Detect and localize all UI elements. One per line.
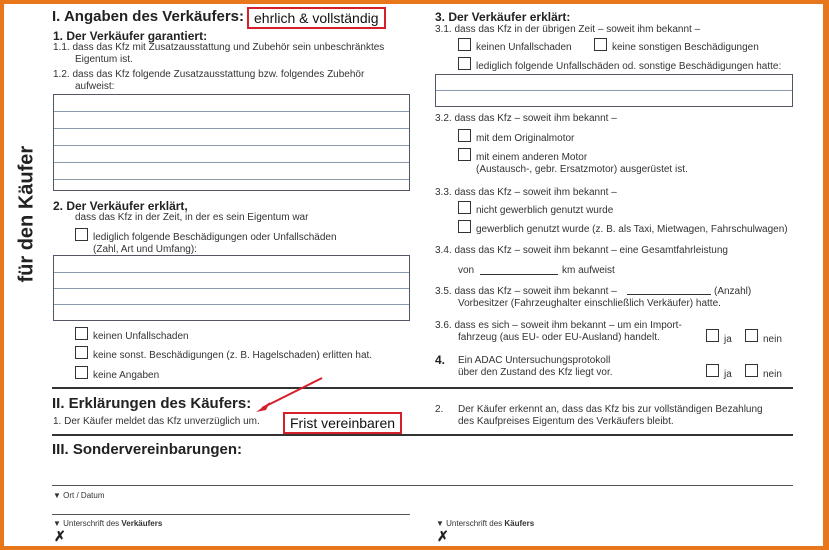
place-date-label: ▼ Ort / Datum xyxy=(53,491,105,500)
buyer-clause-2-number: 2. xyxy=(435,404,444,415)
not-commercial-checkbox[interactable] xyxy=(458,201,471,214)
s31-no-accident-checkbox[interactable] xyxy=(458,38,471,51)
clause-1-2: 1.2. dass das Kfz folgende Zusatzausstattung bzw. folgendes Zubehör xyxy=(53,69,365,80)
clause-1-2-cont: aufweist: xyxy=(75,81,115,92)
damage-listed-sublabel: (Zahl, Art und Umfang): xyxy=(93,244,197,255)
owners-count-field[interactable] xyxy=(627,294,711,295)
import-yes-label: ja xyxy=(724,334,732,345)
clause-3-1: 3.1. dass das Kfz in der übrigen Zeit – soweit ihm bekannt – xyxy=(435,24,701,35)
original-engine-checkbox[interactable] xyxy=(458,129,471,142)
buyer-clause-2: Der Käufer erkennt an, dass das Kfz bis zur vollständigen Bezahlung xyxy=(458,404,763,415)
seller-x-mark: ✗ xyxy=(54,528,66,544)
buyer-x-mark: ✗ xyxy=(437,528,449,544)
clause-2-text: dass das Kfz in der Zeit, in der es sein Eigentum war xyxy=(75,212,309,223)
side-title: für den Käufer xyxy=(15,145,38,283)
clause-4: Ein ADAC Untersuchungsprotokoll xyxy=(458,355,611,366)
other-engine-sublabel: (Austausch-, gebr. Ersatzmotor) ausgerüstet ist. xyxy=(476,164,688,175)
buyer-signature-label: ▼ Unterschrift des Käufers xyxy=(436,519,535,528)
s31-no-damage-checkbox[interactable] xyxy=(594,38,607,51)
buyer-clause-2-cont: des Kaufpreises Eigentum des Verkäufers bleibt. xyxy=(458,416,674,427)
commercial-label: gewerblich genutzt wurde (z. B. als Taxi, Mietwagen, Fahrschulwagen) xyxy=(476,224,788,235)
annotation-label-honest: ehrlich & vollständig xyxy=(247,7,386,29)
no-accident-checkbox[interactable] xyxy=(75,327,88,340)
clause-3-2: 3.2. dass das Kfz – soweit ihm bekannt – xyxy=(435,113,617,124)
section-3-title: 3. Der Verkäufer erklärt: xyxy=(435,10,571,24)
no-info-checkbox[interactable] xyxy=(75,366,88,379)
s31-damage-input-box[interactable] xyxy=(435,74,793,107)
contract-page xyxy=(4,4,823,546)
s31-listed-label: lediglich folgende Unfallschäden od. sonstige Beschädigungen hatte: xyxy=(476,61,782,72)
import-no-label: nein xyxy=(763,334,782,345)
buyer-signature-bold: Käufers xyxy=(504,519,535,528)
clause-3-5: 3.5. dass das Kfz – soweit ihm bekannt – xyxy=(435,286,617,297)
clause-3-6-cont: fahrzeug (aus EU- oder EU-Ausland) handelt. xyxy=(458,332,660,343)
section-divider xyxy=(52,387,793,389)
not-commercial-label: nicht gewerblich genutzt wurde xyxy=(476,205,614,216)
section-2-title: II. Erklärungen des Käufers: xyxy=(52,395,252,412)
other-engine-checkbox[interactable] xyxy=(458,148,471,161)
mileage-unit: km aufweist xyxy=(562,265,615,276)
protocol-yes-label: ja xyxy=(724,369,732,380)
damage-input-box[interactable] xyxy=(53,255,410,321)
seller-signature-bold: Verkäufers xyxy=(121,519,163,528)
section-divider-2 xyxy=(52,434,793,436)
import-no-checkbox[interactable] xyxy=(745,329,758,342)
place-date-line[interactable] xyxy=(52,514,410,515)
damage-listed-checkbox[interactable] xyxy=(75,228,88,241)
clause-3-3: 3.3. dass das Kfz – soweit ihm bekannt – xyxy=(435,187,617,198)
s31-no-damage-label: keine sonstigen Beschädigungen xyxy=(612,42,759,53)
commercial-checkbox[interactable] xyxy=(458,220,471,233)
import-yes-checkbox[interactable] xyxy=(706,329,719,342)
section-3-special-title: III. Sondervereinbarungen: xyxy=(52,441,243,458)
no-info-label: keine Angaben xyxy=(93,370,160,381)
damage-listed-label: lediglich folgende Beschädigungen oder Unfallschäden xyxy=(93,232,337,243)
clause-4-cont: über den Zustand des Kfz liegt vor. xyxy=(458,367,613,378)
clause-3-6: 3.6. dass es sich – soweit ihm bekannt – um ein Import- xyxy=(435,320,682,331)
other-engine-label: mit einem anderen Motor xyxy=(476,152,588,163)
special-agreements-line[interactable] xyxy=(52,485,793,486)
annotation-label-deadline: Frist vereinbaren xyxy=(283,412,402,434)
owners-count-label: (Anzahl) xyxy=(714,286,752,297)
protocol-yes-checkbox[interactable] xyxy=(706,364,719,377)
protocol-no-checkbox[interactable] xyxy=(745,364,758,377)
clause-1-1-cont: Eigentum ist. xyxy=(75,54,133,65)
guarantee-heading: 1. Der Verkäufer garantiert: xyxy=(53,29,208,43)
s31-no-accident-label: keinen Unfallschaden xyxy=(476,42,572,53)
no-accident-label: keinen Unfallschaden xyxy=(93,331,189,342)
buyer-clause-1: 1. Der Käufer meldet das Kfz unverzüglich um. xyxy=(53,416,260,427)
mileage-field[interactable] xyxy=(480,274,558,275)
accessories-input-box[interactable] xyxy=(53,94,410,191)
clause-1-1: 1.1. dass das Kfz mit Zusatzausstattung und Zubehör sein unbeschränktes xyxy=(53,42,385,53)
no-other-damage-label: keine sonst. Beschädigungen (z. B. Hagelschaden) erlitten hat. xyxy=(93,350,373,361)
protocol-no-label: nein xyxy=(763,369,782,380)
seller-declares-heading: 2. Der Verkäufer erklärt, xyxy=(53,199,188,213)
mileage-von: von xyxy=(458,265,475,276)
annotation-arrow xyxy=(252,372,332,414)
s31-listed-checkbox[interactable] xyxy=(458,57,471,70)
seller-signature-label: ▼ Unterschrift des Verkäufers xyxy=(53,519,163,528)
no-other-damage-checkbox[interactable] xyxy=(75,346,88,359)
clause-3-4: 3.4. dass das Kfz – soweit ihm bekannt – eine Gesamtfahrleistung xyxy=(435,245,728,256)
clause-4-number: 4. xyxy=(435,353,446,367)
original-engine-label: mit dem Originalmotor xyxy=(476,133,575,144)
clause-3-5-cont: Vorbesitzer (Fahrzeughalter einschließlich Verkäufer) hatte. xyxy=(458,298,721,309)
section-1-title: I. Angaben des Verkäufers: xyxy=(52,8,245,25)
